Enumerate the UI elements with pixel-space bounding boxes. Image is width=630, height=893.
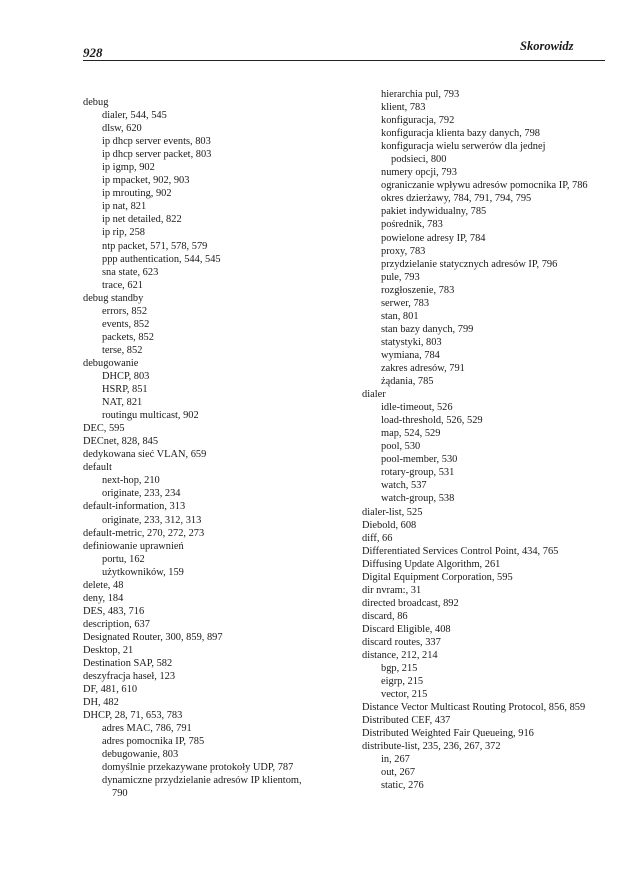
index-subentry: konfiguracja, 792	[381, 115, 455, 127]
index-subentry: pule, 793	[381, 271, 420, 283]
index-subentry: zakres adresów, 791	[381, 362, 465, 374]
index-column-left	[83, 96, 353, 801]
index-entry: Digital Equipment Corporation, 595	[362, 571, 513, 583]
index-entry: discard, 86	[362, 610, 408, 622]
index-entry: Distributed CEF, 437	[362, 715, 451, 727]
index-entry: directed broadcast, 892	[362, 597, 459, 609]
index-subentry: terse, 852	[102, 344, 143, 356]
index-subentry: eigrp, 215	[381, 676, 424, 688]
index-subentry: proxy, 783	[381, 245, 426, 257]
index-subentry: stan, 801	[381, 310, 419, 322]
index-entry: Distance Vector Multicast Routing Protocol, 856, 859	[362, 702, 586, 714]
index-entry: definiowanie uprawnień	[83, 540, 184, 552]
index-entry: default-information, 313	[83, 501, 186, 513]
index-subentry: 790	[112, 788, 128, 800]
index-subentry: rozgłoszenie, 783	[381, 284, 455, 296]
index-subentry: pool-member, 530	[381, 454, 458, 466]
index-entry: DH, 482	[83, 697, 119, 709]
index-subentry: originate, 233, 312, 313	[102, 514, 202, 526]
index-subentry: trace, 621	[102, 279, 143, 291]
index-entry: DEC, 595	[83, 423, 125, 435]
index-subentry: watch, 537	[381, 480, 427, 492]
index-subentry: routingu multicast, 902	[102, 410, 199, 422]
index-entry: deszyfracja haseł, 123	[83, 671, 176, 683]
index-entry: DHCP, 28, 71, 653, 783	[83, 710, 183, 722]
index-subentry: portu, 162	[102, 553, 145, 565]
index-subentry: map, 524, 529	[381, 428, 441, 440]
index-entry: distance, 212, 214	[362, 650, 438, 662]
index-subentry: events, 852	[102, 318, 150, 330]
index-subentry: serwer, 783	[381, 297, 430, 309]
index-subentry: statystyki, 803	[381, 336, 442, 348]
index-entry: default-metric, 270, 272, 273	[83, 527, 205, 539]
index-entry: delete, 48	[83, 579, 124, 591]
index-subentry: bgp, 215	[381, 663, 418, 675]
index-entry: Distributed Weighted Fair Queueing, 916	[362, 728, 534, 740]
index-column-right	[362, 88, 618, 793]
index-entry: Diebold, 608	[362, 519, 417, 531]
index-subentry: pośrednik, 783	[381, 219, 443, 231]
page-number: 928	[83, 45, 103, 60]
index-subentry: żądania, 785	[381, 376, 434, 388]
index-subentry: HSRP, 851	[102, 384, 148, 396]
index-subentry: użytkowników, 159	[102, 566, 184, 578]
index-subentry: konfiguracja wielu serwerów dla jednej	[381, 141, 546, 153]
index-entry: Destination SAP, 582	[83, 658, 173, 670]
index-subentry: dlsw, 620	[102, 123, 142, 135]
index-subentry: DHCP, 803	[102, 370, 150, 382]
index-subentry: stan bazy danych, 799	[381, 323, 474, 335]
index-subentry: ppp authentication, 544, 545	[102, 253, 221, 265]
index-entry: discard routes, 337	[362, 636, 441, 648]
index-subentry: debugowanie, 803	[102, 749, 179, 761]
index-subentry: sna state, 623	[102, 266, 159, 278]
index-subentry: hierarchia pul, 793	[381, 89, 460, 100]
index-entry: dialer-list, 525	[362, 506, 423, 518]
index-subentry: ip mrouting, 902	[102, 188, 172, 200]
index-subentry: przydzielanie statycznych adresów IP, 796	[381, 258, 558, 270]
index-subentry: packets, 852	[102, 331, 154, 343]
index-subentry: powielone adresy IP, 784	[381, 232, 486, 244]
index-subentry: klient, 783	[381, 102, 426, 114]
index-subentry: ntp packet, 571, 578, 579	[102, 240, 208, 252]
index-subentry: next-hop, 210	[102, 475, 160, 487]
index-subentry: pool, 530	[381, 441, 421, 453]
index-entry: DES, 483, 716	[83, 605, 145, 617]
index-entry: description, 637	[83, 618, 150, 630]
index-entry: Discard Eligible, 408	[362, 623, 451, 635]
index-entry: debugowanie	[83, 357, 139, 369]
running-title: Skorowidz	[520, 39, 574, 53]
index-entry: DF, 481, 610	[83, 684, 138, 696]
index-subentry: domyślnie przekazywane protokoły UDP, 787	[102, 762, 294, 774]
index-entry: debug	[83, 97, 109, 108]
index-subentry: ip mpacket, 902, 903	[102, 175, 190, 187]
index-subentry: ip igmp, 902	[102, 162, 155, 174]
index-subentry: adres MAC, 786, 791	[102, 723, 192, 735]
index-subentry: numery opcji, 793	[381, 167, 457, 179]
index-entry: dir nvram:, 31	[362, 584, 422, 596]
index-subentry: watch-group, 538	[381, 493, 455, 505]
index-subentry: out, 267	[381, 767, 416, 779]
index-subentry: ip rip, 258	[102, 227, 146, 239]
index-entry: dialer	[362, 389, 386, 401]
index-subentry: wymiana, 784	[381, 349, 440, 361]
index-subentry: static, 276	[381, 780, 424, 792]
index-entry: Diffusing Update Algorithm, 261	[362, 558, 501, 570]
index-subentry: in, 267	[381, 754, 410, 766]
index-subentry: adres pomocnika IP, 785	[102, 736, 205, 748]
index-subentry: ip net detailed, 822	[102, 214, 182, 226]
index-subentry: pakiet indywidualny, 785	[381, 206, 487, 218]
index-subentry: rotary-group, 531	[381, 467, 455, 479]
index-subentry: podsieci, 800	[391, 154, 447, 166]
index-entry: Differentiated Services Control Point, 434, 765	[362, 545, 559, 557]
index-subentry: ip dhcp server events, 803	[102, 136, 211, 148]
index-entry: distribute-list, 235, 236, 267, 372	[362, 741, 501, 753]
index-subentry: dynamiczne przydzielanie adresów IP klientom,	[102, 775, 302, 787]
index-subentry: ip nat, 821	[102, 201, 147, 213]
index-entry: default	[83, 462, 112, 474]
index-subentry: konfiguracja klienta bazy danych, 798	[381, 128, 540, 140]
index-subentry: dialer, 544, 545	[102, 110, 167, 122]
index-entry: Desktop, 21	[83, 644, 134, 656]
index-entry: DECnet, 828, 845	[83, 436, 159, 448]
index-entry: debug standby	[83, 292, 144, 304]
index-entry: dedykowana sieć VLAN, 659	[83, 449, 207, 461]
index-entry: diff, 66	[362, 532, 393, 544]
index-subentry: load-threshold, 526, 529	[381, 415, 483, 427]
index-subentry: NAT, 821	[102, 397, 143, 409]
index-subentry: idle-timeout, 526	[381, 402, 453, 414]
index-entry: Designated Router, 300, 859, 897	[83, 631, 223, 643]
index-subentry: errors, 852	[102, 305, 148, 317]
index-subentry: ip dhcp server packet, 803	[102, 149, 212, 161]
header-rule	[83, 60, 605, 61]
index-subentry: okres dzierżawy, 784, 791, 794, 795	[381, 193, 532, 205]
index-subentry: vector, 215	[381, 689, 428, 701]
index-subentry: ograniczanie wpływu adresów pomocnika IP, 786	[381, 180, 588, 192]
index-entry: deny, 184	[83, 592, 124, 604]
index-subentry: originate, 233, 234	[102, 488, 181, 500]
